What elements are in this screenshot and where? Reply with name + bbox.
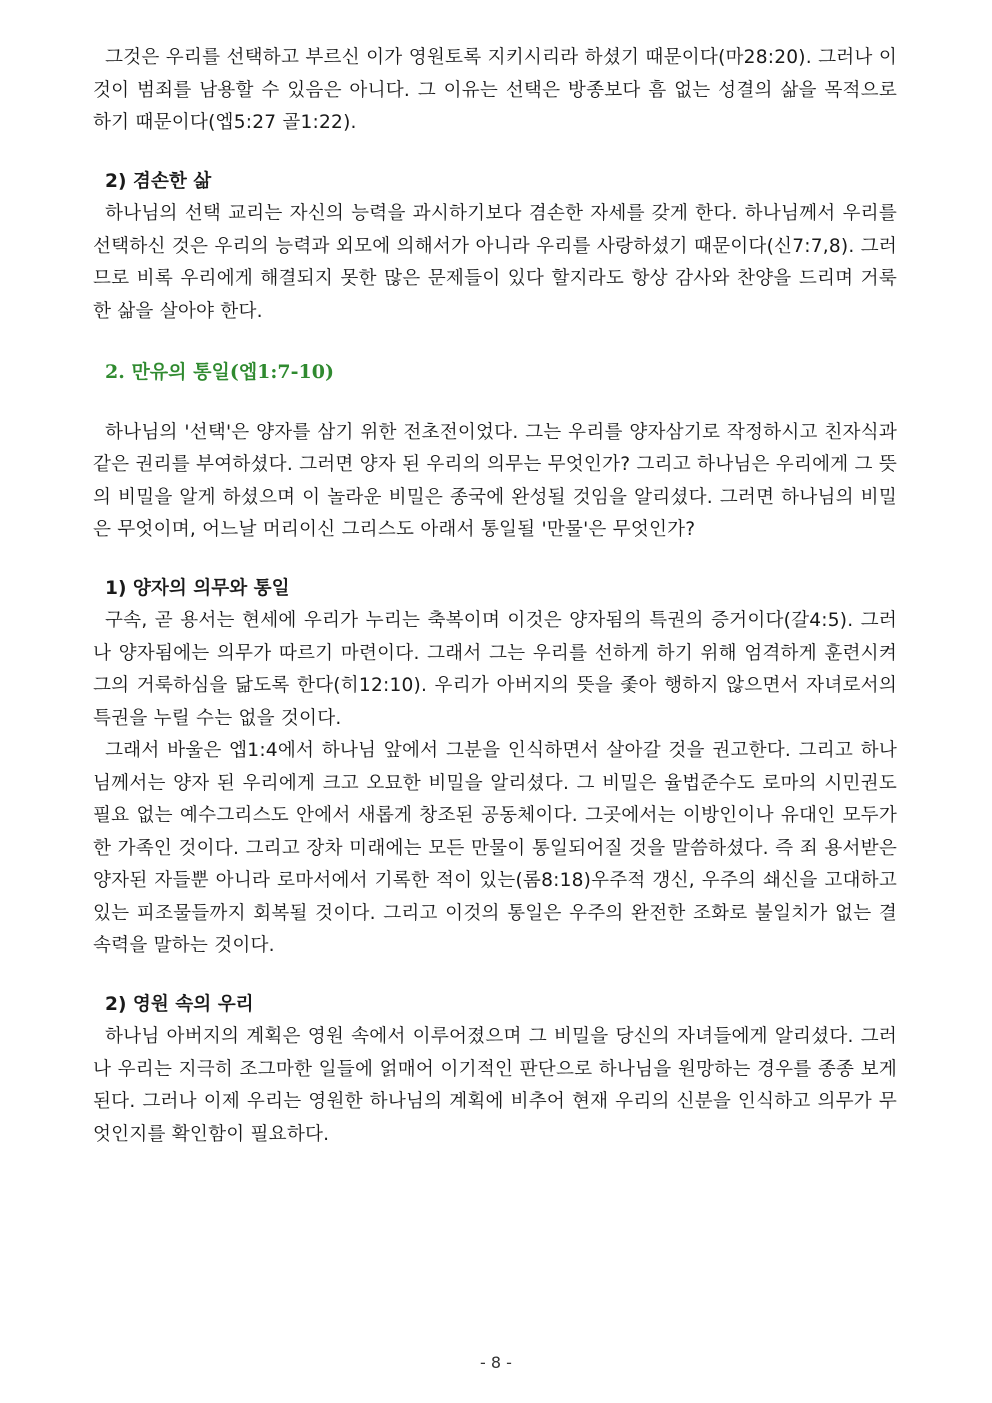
spacer	[93, 328, 897, 356]
subsection-heading-humble-life: 2) 겸손한 삶	[105, 170, 212, 192]
adoption-paragraph-1: 구속, 곧 용서는 현세에 우리가 누리는 축복이며 이것은 양자됨의 특권의 증거이다(갈4:5). 그러나 양자됨에는 의무가 따르기 마련이다. 그래서 그는 우리를 선하게 하기 위해 엄격하게 훈련시켜 그의 거룩하심을 닮도록 한다(히12:10). 우리가 아버지의 뜻을 좇아 행하지 않으면서 자녀로서의 특권을 누릴 수는 없을 것이다.	[93, 610, 897, 729]
spacer	[93, 963, 897, 989]
subsection-heading-eternity: 2) 영원 속의 우리	[105, 993, 254, 1015]
adoption-paragraph-2: 그래서 바울은 엡1:4에서 하나님 앞에서 그분을 인식하면서 살아갈 것을 권고한다. 그리고 하나님께서는 양자 된 우리에게 크고 오묘한 비밀을 알리셨다. 그 비밀은 율법준수도 로마의 시민권도 필요 없는 예수그리스도 안에서 새롭게 창조된 공동체이다. 그곳에서는 이방인이나 유대인 모두가 한 가족인 것이다. 그리고 장차 미래에는 모든 만물이 통일되어질 것을 말씀하셨다. 즉 죄 용서받은 양자된 자들뿐 아니라 로마서에서 기록한 적이 있는(롬8:18)우주적 갱신, 우주의 쇄신을 고대하고 있는 피조물들까지 회복될 것이다. 그리고 이것의 통일은 우주의 완전한 조화로 불일치가 없는 결속력을 말하는 것이다.	[93, 740, 897, 956]
intro-paragraph: 그것은 우리를 선택하고 부르신 이가 영원토록 지키시리라 하셨기 때문이다(마28:20). 그러나 이것이 범죄를 남용할 수 있음은 아니다. 그 이유는 선택은 방종보다 흠 없는 성결의 삶을 목적으로 하기 때문이다(엡5:27 골1:22).	[93, 47, 897, 133]
spacer	[93, 389, 897, 417]
document-body	[93, 42, 897, 1151]
eternity-paragraph: 하나님 아버지의 계획은 영원 속에서 이루어졌으며 그 비밀을 당신의 자녀들에게 알리셨다. 그러나 우리는 지극히 조그마한 일들에 얽매어 이기적인 판단으로 하나님을 원망하는 경우를 종종 보게 된다. 그러나 이제 우리는 영원한 하나님의 계획에 비추어 현재 우리의 신분을 인식하고 의무가 무엇인지를 확인함이 필요하다.	[93, 1026, 897, 1145]
section-intro-paragraph: 하나님의 '선택'은 양자를 삼기 위한 전초전이었다. 그는 우리를 양자삼기로 작정하시고 친자식과 같은 권리를 부여하셨다. 그러면 양자 된 우리의 의무는 무엇인가? 그리고 하나님은 우리에게 그 뜻의 비밀을 알게 하셨으며 이 놀라운 비밀은 종국에 완성될 것임을 알리셨다. 그러면 하나님의 비밀은 무엇이며, 어느날 머리이신 그리스도 아래서 통일될 '만물'은 무엇인가?	[93, 421, 897, 540]
section-heading-unity: 2. 만유의 통일(엡1:7-10)	[105, 361, 334, 383]
page-number: - 8 -	[480, 1353, 512, 1372]
subsection-heading-adoption: 1) 양자의 의무와 통일	[105, 577, 290, 599]
spacer	[93, 547, 897, 573]
spacer	[93, 140, 897, 166]
humble-life-paragraph: 하나님의 선택 교리는 자신의 능력을 과시하기보다 겸손한 자세를 갖게 한다. 하나님께서 우리를 선택하신 것은 우리의 능력과 외모에 의해서가 아니라 우리를 사랑하셨기 때문이다(신7:7,8). 그러므로 비록 우리에게 해결되지 못한 많은 문제들이 있다 할지라도 항상 감사와 찬양을 드리며 거룩한 삶을 살아야 한다.	[93, 203, 897, 322]
